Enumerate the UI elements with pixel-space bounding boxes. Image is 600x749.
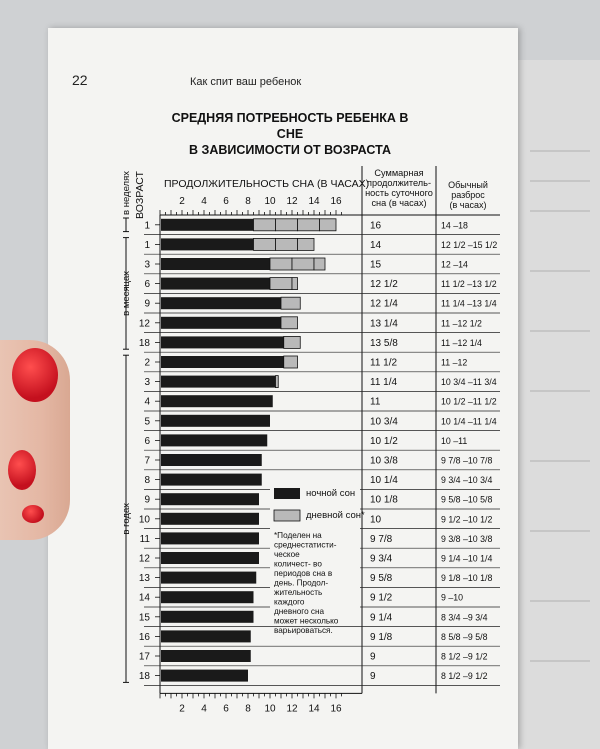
- x-tick-label-top: 2: [179, 196, 185, 207]
- day-sleep-bar: [284, 356, 298, 368]
- x-tick-label-top: 14: [308, 196, 320, 207]
- total-sleep-value: 9 1/8: [370, 631, 393, 643]
- age-label: 6: [144, 435, 150, 447]
- x-tick-label-top: 16: [330, 196, 342, 207]
- range-value: 11 1/4 –13 1/4: [441, 298, 497, 309]
- x-tick-label-bottom: 16: [330, 703, 342, 715]
- legend-footnote-line: жительность: [274, 588, 323, 597]
- legend-footnote-line: ческое: [274, 550, 300, 559]
- night-sleep-bar: [161, 454, 262, 466]
- range-value: 11 –12 1/2: [441, 318, 482, 329]
- age-label: 9: [144, 298, 150, 310]
- total-sleep-value: 14: [370, 239, 382, 251]
- x-tick-label-top: 4: [201, 196, 207, 207]
- age-label: 10: [138, 514, 150, 526]
- legend-footnote-line: может несколько: [274, 616, 339, 626]
- age-label: 4: [144, 396, 150, 408]
- day-sleep-bar: [276, 219, 298, 231]
- age-label: 3: [144, 259, 150, 271]
- range-value: 11 1/2 –13 1/2: [441, 279, 497, 290]
- total-sleep-value: 12 1/4: [370, 298, 398, 310]
- night-sleep-bar: [161, 395, 273, 407]
- legend-day-swatch: [274, 510, 300, 521]
- legend-night-label: ночной сон: [306, 488, 356, 499]
- total-sleep-value: 9: [370, 651, 376, 663]
- night-sleep-bar: [161, 630, 251, 642]
- day-sleep-bar: [276, 376, 279, 388]
- legend-footnote-line: периодов сна в: [274, 569, 333, 578]
- x-axis-title: ПРОДОЛЖИТЕЛЬНОСТЬ СНА (В ЧАСАХ): [164, 178, 370, 190]
- range-column-header: разброс: [451, 190, 485, 200]
- day-sleep-bar: [298, 238, 315, 250]
- fingernail: [12, 348, 58, 402]
- range-value: 9 5/8 –10 5/8: [441, 494, 493, 505]
- night-sleep-bar: [161, 415, 270, 427]
- night-sleep-bar: [161, 532, 259, 544]
- legend-footnote-line: каждого: [274, 597, 305, 607]
- night-sleep-bar: [161, 238, 254, 250]
- total-sleep-value: 10 3/8: [370, 455, 398, 467]
- fingernail: [8, 450, 36, 490]
- night-sleep-bar: [161, 493, 259, 505]
- range-value: 8 3/4 –9 3/4: [441, 612, 488, 623]
- range-column-header: (в часах): [449, 200, 487, 210]
- age-label: 13: [138, 573, 150, 585]
- night-sleep-bar: [161, 513, 259, 525]
- day-sleep-bar: [320, 219, 337, 231]
- night-sleep-bar: [161, 434, 267, 446]
- range-value: 9 3/8 –10 3/8: [441, 533, 493, 544]
- night-sleep-bar: [161, 572, 256, 584]
- total-sleep-value: 9 1/2: [370, 592, 393, 604]
- age-label: 1: [144, 220, 150, 232]
- age-label: 12: [138, 553, 150, 565]
- night-sleep-bar: [161, 376, 276, 388]
- total-sleep-value: 9 1/4: [370, 612, 393, 624]
- total-sleep-value: 9 7/8: [370, 533, 393, 545]
- total-sleep-value: 10 1/2: [370, 435, 398, 447]
- fingernail: [22, 505, 44, 523]
- age-label: 8: [144, 475, 150, 487]
- x-tick-label-bottom: 8: [245, 703, 251, 715]
- range-value: 10 –11: [441, 435, 468, 446]
- range-value: 11 –12 1/4: [441, 337, 482, 348]
- x-tick-label-bottom: 12: [286, 703, 298, 715]
- day-sleep-bar: [254, 238, 276, 250]
- x-tick-label-bottom: 10: [264, 703, 276, 715]
- range-value: 14 –18: [441, 220, 468, 231]
- range-value: 9 1/4 –10 1/4: [441, 553, 493, 564]
- chart-title-line2: В ЗАВИСИМОСТИ ОТ ВОЗРАСТА: [189, 143, 391, 157]
- age-label: 15: [138, 612, 150, 624]
- night-sleep-bar: [161, 650, 251, 662]
- range-column-header: Обычный: [448, 180, 488, 190]
- age-label: 3: [144, 377, 150, 389]
- range-value: 10 1/4 –11 1/4: [441, 416, 497, 427]
- range-value: 12 1/2 –15 1/2: [441, 239, 498, 250]
- range-value: 9 3/4 –10 3/4: [441, 475, 493, 486]
- age-label: 14: [138, 592, 150, 604]
- total-sleep-value: 9: [370, 671, 376, 683]
- total-sleep-value: 10: [370, 514, 382, 526]
- night-sleep-bar: [161, 591, 254, 603]
- total-sleep-value: 11 1/2: [370, 357, 398, 369]
- legend-footnote-line: среднестатисти-: [274, 540, 337, 550]
- total-sleep-value: 16: [370, 220, 382, 232]
- range-value: 10 3/4 –11 3/4: [441, 377, 497, 388]
- total-sleep-value: 13 1/4: [370, 318, 398, 330]
- night-sleep-bar: [161, 474, 262, 486]
- chart-title-line1: СРЕДНЯЯ ПОТРЕБНОСТЬ РЕБЕНКА В СНЕ: [171, 111, 409, 141]
- total-sleep-value: 10 1/4: [370, 475, 398, 487]
- legend-footnote-line: дневного сна: [274, 607, 325, 616]
- legend-day-label: дневной сон*: [306, 510, 365, 521]
- total-sleep-value: 11 1/4: [370, 377, 398, 389]
- age-label: 9: [144, 494, 150, 506]
- age-group-label: в месяцах: [121, 270, 132, 316]
- age-label: 17: [138, 651, 150, 663]
- x-tick-label-top: 12: [286, 196, 298, 207]
- age-label: 2: [144, 357, 150, 369]
- night-sleep-bar: [161, 219, 254, 231]
- day-sleep-bar: [292, 278, 298, 290]
- x-tick-label-bottom: 2: [179, 703, 185, 715]
- range-value: 9 7/8 –10 7/8: [441, 455, 493, 466]
- legend-footnote-line: день. Продол-: [274, 578, 329, 588]
- total-sleep-value: 13 5/8: [370, 337, 398, 349]
- age-label: 12: [138, 318, 150, 330]
- day-sleep-bar: [292, 258, 314, 270]
- range-value: 9 1/8 –10 1/8: [441, 573, 493, 584]
- age-group-label: в годах: [121, 502, 132, 535]
- age-label: 1: [144, 239, 150, 251]
- x-tick-label-top: 10: [264, 196, 276, 207]
- total-sleep-value: 15: [370, 259, 382, 271]
- night-sleep-bar: [161, 317, 281, 329]
- age-label: 18: [138, 671, 150, 683]
- day-sleep-bar: [298, 219, 320, 231]
- page-number: 22: [72, 72, 88, 88]
- x-tick-label-bottom: 14: [308, 703, 320, 715]
- age-label: 16: [138, 631, 150, 643]
- total-column-header: сна (в часах): [371, 198, 427, 208]
- legend-footnote-line: *Поделен на: [274, 531, 322, 540]
- day-sleep-bar: [270, 258, 292, 270]
- range-value: 9 1/2 –10 1/2: [441, 514, 493, 525]
- night-sleep-bar: [161, 297, 281, 309]
- total-sleep-value: 11: [370, 396, 381, 408]
- x-tick-label-top: 6: [223, 196, 229, 207]
- day-sleep-bar: [284, 336, 301, 348]
- total-sleep-value: 10 1/8: [370, 494, 398, 506]
- total-sleep-value: 12 1/2: [370, 279, 398, 291]
- night-sleep-bar: [161, 258, 270, 270]
- day-sleep-bar: [276, 238, 298, 250]
- x-tick-label-bottom: 6: [223, 703, 229, 715]
- age-axis-title: ВОЗРАСТ: [134, 171, 146, 219]
- total-column-header: Суммарная: [374, 168, 424, 178]
- legend-night-swatch: [274, 488, 300, 499]
- night-sleep-bar: [161, 356, 284, 368]
- night-sleep-bar: [161, 611, 254, 623]
- total-sleep-value: 10 3/4: [370, 416, 398, 428]
- age-label: 18: [138, 337, 150, 349]
- range-value: 8 1/2 –9 1/2: [441, 671, 488, 682]
- total-sleep-value: 9 3/4: [370, 553, 393, 565]
- total-column-header: продолжитель-: [366, 178, 432, 188]
- age-group-label: в неделях: [121, 171, 132, 215]
- age-label: 6: [144, 279, 150, 291]
- total-sleep-value: 9 5/8: [370, 573, 393, 585]
- x-tick-label-bottom: 4: [201, 703, 207, 715]
- total-column-header: ность суточного: [365, 188, 433, 198]
- night-sleep-bar: [161, 336, 284, 348]
- age-label: 11: [139, 533, 150, 545]
- day-sleep-bar: [314, 258, 325, 270]
- legend-footnote-line: количест- во: [274, 559, 322, 569]
- night-sleep-bar: [161, 552, 259, 564]
- day-sleep-bar: [281, 297, 300, 309]
- x-tick-label-top: 8: [245, 196, 251, 207]
- night-sleep-bar: [161, 670, 248, 682]
- age-label: 7: [144, 455, 150, 467]
- range-value: 11 –12: [441, 357, 468, 368]
- range-value: 12 –14: [441, 259, 468, 270]
- range-value: 8 5/8 –9 5/8: [441, 631, 488, 642]
- running-head: Как спит ваш ребенок: [190, 76, 302, 88]
- range-value: 8 1/2 –9 1/2: [441, 651, 488, 662]
- age-label: 5: [144, 416, 150, 428]
- legend-footnote-line: варьироваться.: [274, 626, 333, 635]
- range-value: 10 1/2 –11 1/2: [441, 396, 497, 407]
- day-sleep-bar: [270, 278, 292, 290]
- range-value: 9 –10: [441, 592, 464, 603]
- day-sleep-bar: [281, 317, 298, 329]
- night-sleep-bar: [161, 278, 270, 290]
- day-sleep-bar: [254, 219, 276, 231]
